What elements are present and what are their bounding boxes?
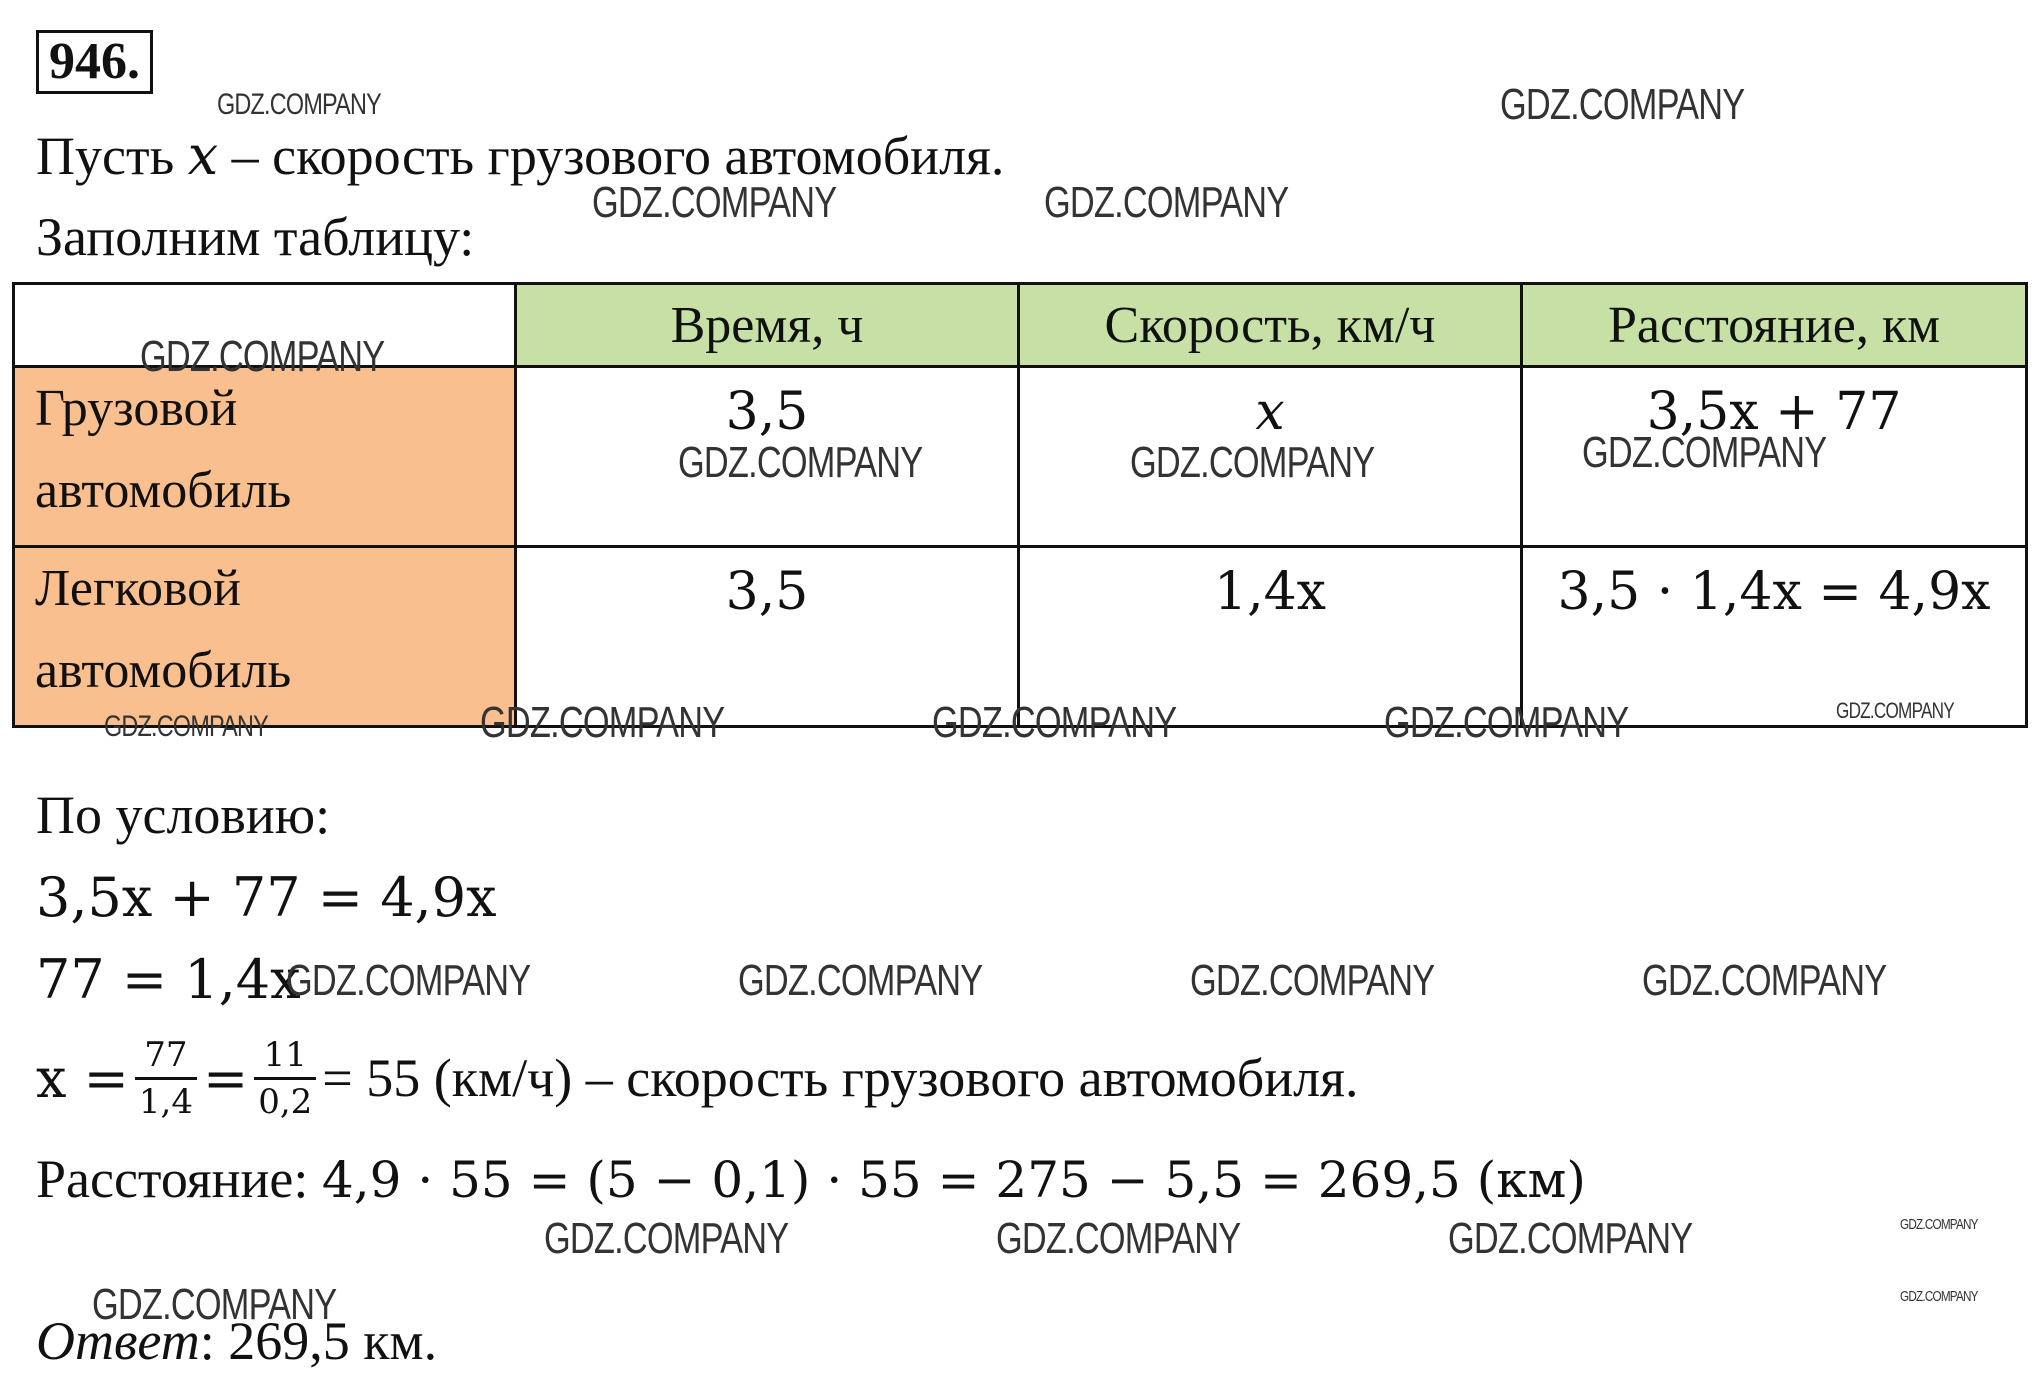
watermark: GDZ.COMPANY	[996, 1214, 1241, 1263]
answer-value: : 269,5 км.	[199, 1311, 438, 1371]
truck-time: 3,5	[516, 367, 1019, 547]
watermark: GDZ.COMPANY	[1900, 1288, 1978, 1305]
watermark: GDZ.COMPANY	[1500, 80, 1745, 129]
equation-2: 77 = 1,4x	[36, 948, 301, 1011]
car-distance: 3,5 · 1,4x = 4,9x	[1522, 547, 2027, 727]
distance-label: Расстояние:	[36, 1149, 309, 1209]
watermark: GDZ.COMPANY	[1582, 428, 1827, 477]
row-label-line2: автомобиль	[35, 462, 292, 519]
intro-text	[36, 124, 1004, 187]
watermark: GDZ.COMPANY	[592, 178, 837, 227]
watermark: GDZ.COMPANY	[92, 1280, 337, 1329]
row-label-line1: Грузовой	[35, 380, 238, 437]
watermark: GDZ.COMPANY	[932, 698, 1177, 747]
problem-number: 946.	[36, 30, 153, 94]
answer-label: Ответ	[36, 1311, 200, 1371]
watermark: GDZ.COMPANY	[1900, 1216, 1978, 1233]
intro-rest: – скорость грузового автомобиля.	[231, 126, 1005, 186]
watermark: GDZ.COMPANY	[1130, 438, 1375, 487]
watermark: GDZ.COMPANY	[738, 956, 983, 1005]
header-time: Время, ч	[516, 284, 1019, 367]
watermark: GDZ.COMPANY	[678, 438, 923, 487]
fraction-1-denominator: 1,4	[138, 1081, 193, 1122]
watermark: GDZ.COMPANY	[1836, 698, 1954, 723]
row-label-line2: автомобиль	[35, 642, 292, 699]
watermark: GDZ.COMPANY	[1384, 698, 1629, 747]
fraction-2-numerator: 11	[254, 1035, 316, 1080]
car-time: 3,5	[516, 547, 1019, 727]
watermark: GDZ.COMPANY	[1448, 1214, 1693, 1263]
distance-line	[36, 1148, 1586, 1210]
header-distance: Расстояние, км	[1522, 284, 2027, 367]
equals-sign: =	[202, 1046, 249, 1110]
watermark: GDZ.COMPANY	[480, 698, 725, 747]
row-label-car	[14, 547, 516, 727]
watermark: GDZ.COMPANY	[286, 956, 531, 1005]
car-speed: 1,4x	[1019, 547, 1522, 727]
truck-speed: x	[1019, 367, 1522, 547]
fraction-2	[254, 1035, 316, 1122]
condition-label: По условию:	[36, 785, 331, 845]
fill-table-text: Заполним таблицу:	[36, 207, 475, 267]
watermark: GDZ.COMPANY	[1190, 956, 1435, 1005]
intro-variable: x	[187, 124, 219, 187]
watermark: GDZ.COMPANY	[140, 332, 385, 381]
row-label-line1: Легковой	[35, 560, 241, 617]
fraction-1	[135, 1035, 197, 1122]
row-label-truck	[14, 367, 516, 547]
fraction-1-numerator: 77	[135, 1035, 197, 1080]
watermark: GDZ.COMPANY	[544, 1214, 789, 1263]
solution-line	[36, 1028, 1358, 1128]
distance-calc: 4,9 · 55 = (5 − 0,1) · 55 = 275 − 5,5 = 269,5 (км)	[321, 1151, 1586, 1209]
watermark: GDZ.COMPANY	[1642, 956, 1887, 1005]
x-result: = 55 (км/ч) – скорость грузового автомобиля.	[322, 1048, 1359, 1108]
x-lhs: x =	[36, 1046, 129, 1110]
header-speed: Скорость, км/ч	[1019, 284, 1522, 367]
fraction-2-denominator: 0,2	[258, 1081, 313, 1122]
truck-distance: 3,5x + 77	[1522, 367, 2027, 547]
equation-1: 3,5x + 77 = 4,9x	[36, 866, 497, 929]
watermark: GDZ.COMPANY	[1044, 178, 1289, 227]
watermark: GDZ.COMPANY	[104, 710, 268, 743]
watermark: GDZ.COMPANY	[217, 88, 381, 121]
intro-lead: Пусть	[36, 126, 175, 186]
